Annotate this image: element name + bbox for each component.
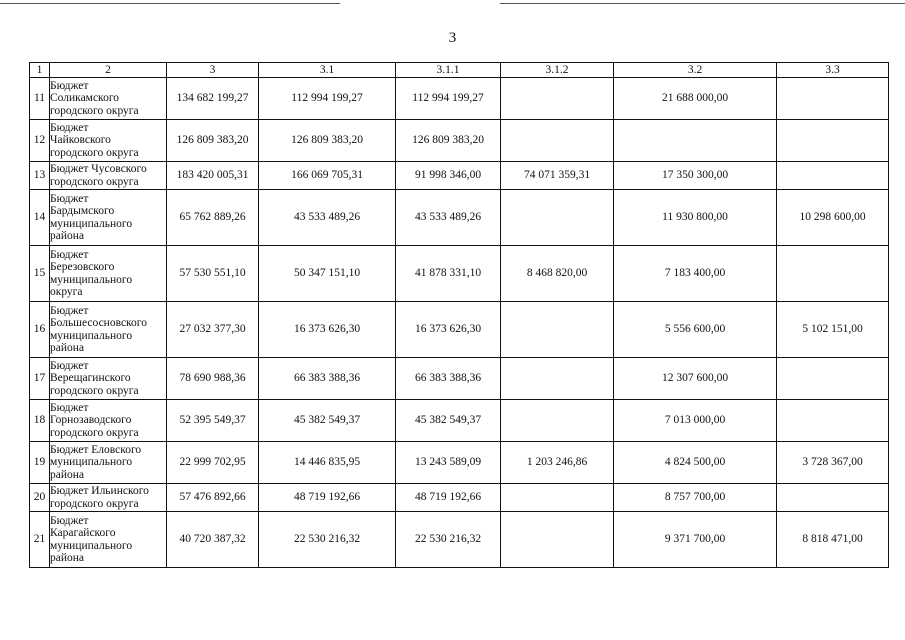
amount-cell-c3: 40 720 387,32 bbox=[167, 512, 259, 568]
amount-cell-c31: 112 994 199,27 bbox=[259, 78, 396, 120]
amount-cell-c3: 57 476 892,66 bbox=[167, 484, 259, 512]
amount-cell-c31: 50 347 151,10 bbox=[259, 246, 396, 302]
amount-cell-c32: 21 688 000,00 bbox=[614, 78, 777, 120]
amount-cell-c312 bbox=[501, 400, 614, 442]
table-row bbox=[30, 120, 889, 162]
budget-name-line: Бюджет bbox=[50, 248, 89, 261]
row-number: 14 bbox=[30, 190, 50, 246]
budget-name-line: Бюджет bbox=[50, 401, 89, 414]
budget-name bbox=[50, 484, 167, 512]
amount-cell-c311: 45 382 549,37 bbox=[396, 400, 501, 442]
budget-name bbox=[50, 512, 167, 568]
amount-cell-c31: 66 383 388,36 bbox=[259, 358, 396, 400]
table-row bbox=[30, 302, 889, 358]
amount-cell-c33: 8 818 471,00 bbox=[777, 512, 889, 568]
table-row bbox=[30, 246, 889, 302]
budget-name-line: Бюджет bbox=[50, 304, 89, 317]
budget-name bbox=[50, 400, 167, 442]
page-number: 3 bbox=[448, 30, 457, 46]
budget-name-line: Бюджет bbox=[50, 359, 89, 372]
budget-name-line: района bbox=[50, 552, 85, 564]
amount-cell-c33 bbox=[777, 78, 889, 120]
table-row bbox=[30, 190, 889, 246]
column-header: 3.1.2 bbox=[501, 63, 614, 78]
amount-cell-c3: 22 999 702,95 bbox=[167, 442, 259, 484]
amount-cell-c32: 5 556 600,00 bbox=[614, 302, 777, 358]
column-header: 3 bbox=[167, 63, 259, 78]
row-number: 18 bbox=[30, 400, 50, 442]
amount-cell-c33: 3 728 367,00 bbox=[777, 442, 889, 484]
amount-cell-c32: 7 183 400,00 bbox=[614, 246, 777, 302]
amount-cell-c311: 16 373 626,30 bbox=[396, 302, 501, 358]
amount-cell-c311: 126 809 383,20 bbox=[396, 120, 501, 162]
budget-name bbox=[50, 120, 167, 162]
amount-cell-c33 bbox=[777, 120, 889, 162]
row-number: 17 bbox=[30, 358, 50, 400]
budget-name-line: Бюджет bbox=[50, 121, 89, 134]
amount-cell-c312 bbox=[501, 190, 614, 246]
amount-cell-c311: 41 878 331,10 bbox=[396, 246, 501, 302]
budget-name-line: муниципального bbox=[50, 273, 133, 286]
amount-cell-c31: 16 373 626,30 bbox=[259, 302, 396, 358]
budget-name-line: Бюджет Чусовского bbox=[50, 163, 147, 175]
amount-cell-c33 bbox=[777, 484, 889, 512]
amount-cell-c3: 134 682 199,27 bbox=[167, 78, 259, 120]
amount-cell-c311: 48 719 192,66 bbox=[396, 484, 501, 512]
budget-name bbox=[50, 358, 167, 400]
amount-cell-c312 bbox=[501, 302, 614, 358]
amount-cell-c3: 57 530 551,10 bbox=[167, 246, 259, 302]
amount-cell-c311: 43 533 489,26 bbox=[396, 190, 501, 246]
row-number: 16 bbox=[30, 302, 50, 358]
column-header: 3.2 bbox=[614, 63, 777, 78]
budget-name-line: Бюджет bbox=[50, 514, 89, 527]
budget-name-line: Бюджет Ильинского bbox=[50, 485, 149, 497]
column-header: 2 bbox=[50, 63, 167, 78]
budget-name bbox=[50, 78, 167, 120]
amount-cell-c32: 8 757 700,00 bbox=[614, 484, 777, 512]
amount-cell-c3: 27 032 377,30 bbox=[167, 302, 259, 358]
amount-cell-c31: 48 719 192,66 bbox=[259, 484, 396, 512]
amount-cell-c32 bbox=[614, 120, 777, 162]
budget-name-line: Большесосновского bbox=[50, 317, 147, 329]
amount-cell-c312 bbox=[501, 512, 614, 568]
budget-name bbox=[50, 302, 167, 358]
amount-cell-c32: 12 307 600,00 bbox=[614, 358, 777, 400]
budget-name-line: Верещагинского bbox=[50, 372, 131, 385]
table-row bbox=[30, 400, 889, 442]
amount-cell-c312 bbox=[501, 78, 614, 120]
column-header: 3.1.1 bbox=[396, 63, 501, 78]
amount-cell-c3: 52 395 549,37 bbox=[167, 400, 259, 442]
amount-cell-c311: 22 530 216,32 bbox=[396, 512, 501, 568]
budget-name-line: округа bbox=[50, 286, 83, 298]
budget-name-line: муниципального bbox=[50, 539, 133, 552]
amount-cell-c33 bbox=[777, 400, 889, 442]
budget-name-line: городского округа bbox=[50, 175, 139, 188]
budget-name bbox=[50, 162, 167, 190]
budget-name-line: района bbox=[50, 230, 85, 242]
amount-cell-c31: 126 809 383,20 bbox=[259, 120, 396, 162]
row-number: 19 bbox=[30, 442, 50, 484]
amount-cell-c33: 5 102 151,00 bbox=[777, 302, 889, 358]
budget-name-line: городского округа bbox=[50, 426, 139, 439]
amount-cell-c32: 7 013 000,00 bbox=[614, 400, 777, 442]
amount-cell-c31: 43 533 489,26 bbox=[259, 190, 396, 246]
amount-cell-c3: 65 762 889,26 bbox=[167, 190, 259, 246]
amount-cell-c312 bbox=[501, 120, 614, 162]
amount-cell-c3: 78 690 988,36 bbox=[167, 358, 259, 400]
budget-name-line: Березовского bbox=[50, 261, 115, 273]
budget-name bbox=[50, 246, 167, 302]
budget-name-line: городского округа bbox=[50, 104, 139, 117]
amount-cell-c31: 22 530 216,32 bbox=[259, 512, 396, 568]
row-number: 15 bbox=[30, 246, 50, 302]
amount-cell-c312: 74 071 359,31 bbox=[501, 162, 614, 190]
budget-name-line: Горнозаводского bbox=[50, 414, 132, 427]
table-row bbox=[30, 162, 889, 190]
budget-name-line: городского округа bbox=[50, 146, 139, 159]
table-row bbox=[30, 358, 889, 400]
row-number: 11 bbox=[30, 78, 50, 120]
scan-top-rule bbox=[0, 3, 340, 4]
amount-cell-c32: 9 371 700,00 bbox=[614, 512, 777, 568]
amount-cell-c312: 1 203 246,86 bbox=[501, 442, 614, 484]
amount-cell-c311: 13 243 589,09 bbox=[396, 442, 501, 484]
budget-name-line: района bbox=[50, 342, 85, 354]
amount-cell-c33 bbox=[777, 358, 889, 400]
amount-cell-c32: 11 930 800,00 bbox=[614, 190, 777, 246]
budget-name-line: Чайковского bbox=[50, 134, 111, 147]
row-number: 12 bbox=[30, 120, 50, 162]
amount-cell-c31: 166 069 705,31 bbox=[259, 162, 396, 190]
amount-cell-c311: 112 994 199,27 bbox=[396, 78, 501, 120]
budget-name-line: муниципального bbox=[50, 329, 133, 342]
row-number: 21 bbox=[30, 512, 50, 568]
amount-cell-c31: 45 382 549,37 bbox=[259, 400, 396, 442]
column-header: 3.1 bbox=[259, 63, 396, 78]
budget-name-line: Бюджет bbox=[50, 192, 89, 205]
amount-cell-c3: 183 420 005,31 bbox=[167, 162, 259, 190]
budget-name-line: городского округа bbox=[50, 497, 139, 510]
amount-cell-c312 bbox=[501, 358, 614, 400]
amount-cell-c33 bbox=[777, 162, 889, 190]
budget-name-line: Бюджет Еловского bbox=[50, 443, 142, 456]
row-number: 13 bbox=[30, 162, 50, 190]
row-number: 20 bbox=[30, 484, 50, 512]
amount-cell-c32: 17 350 300,00 bbox=[614, 162, 777, 190]
amount-cell-c3: 126 809 383,20 bbox=[167, 120, 259, 162]
budget-name-line: района bbox=[50, 468, 85, 481]
amount-cell-c31: 14 446 835,95 bbox=[259, 442, 396, 484]
column-header: 1 bbox=[30, 63, 50, 78]
budget-name-line: Бардымского bbox=[50, 205, 115, 217]
budget-name-line: Карагайского bbox=[50, 527, 116, 539]
budget-table bbox=[29, 62, 889, 568]
budget-name-line: Бюджет bbox=[50, 79, 89, 92]
budget-name-line: Соликамского bbox=[50, 92, 119, 105]
amount-cell-c311: 91 998 346,00 bbox=[396, 162, 501, 190]
budget-name bbox=[50, 442, 167, 484]
budget-name-line: муниципального bbox=[50, 217, 133, 230]
amount-cell-c312: 8 468 820,00 bbox=[501, 246, 614, 302]
amount-cell-c33: 10 298 600,00 bbox=[777, 190, 889, 246]
budget-name-line: муниципального bbox=[50, 456, 133, 469]
table-header-row bbox=[30, 63, 889, 78]
scan-top-rule bbox=[500, 3, 905, 4]
amount-cell-c32: 4 824 500,00 bbox=[614, 442, 777, 484]
amount-cell-c312 bbox=[501, 484, 614, 512]
column-header: 3.3 bbox=[777, 63, 889, 78]
table-row bbox=[30, 442, 889, 484]
amount-cell-c311: 66 383 388,36 bbox=[396, 358, 501, 400]
table-row bbox=[30, 484, 889, 512]
budget-name bbox=[50, 190, 167, 246]
amount-cell-c33 bbox=[777, 246, 889, 302]
table-row bbox=[30, 512, 889, 568]
budget-name-line: городского округа bbox=[50, 384, 139, 397]
table-row bbox=[30, 78, 889, 120]
